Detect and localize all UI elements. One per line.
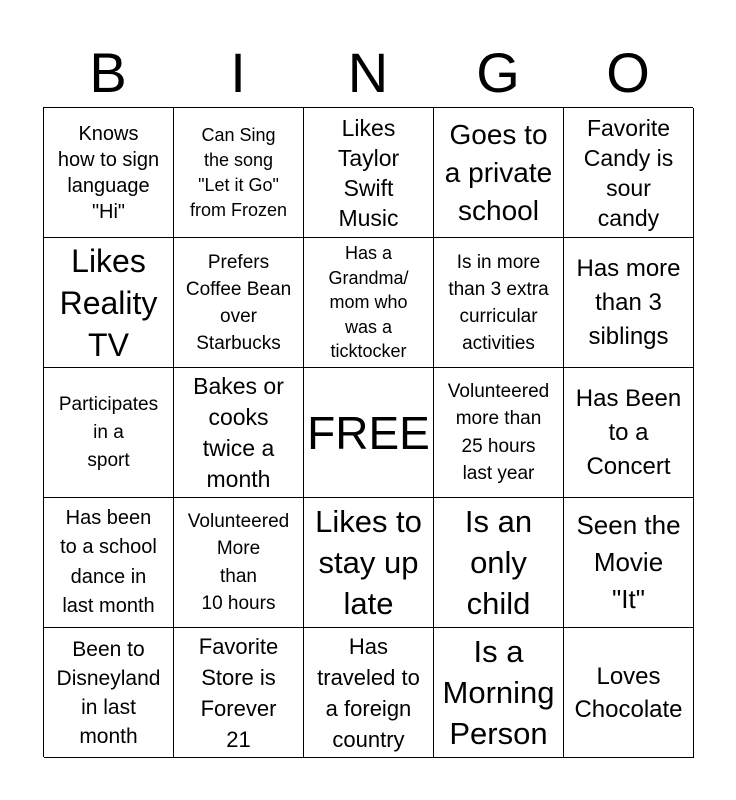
bingo-cell-r3-c2[interactable]	[304, 498, 434, 628]
cell-text: Volunteered more than 25 hours last year	[447, 380, 550, 484]
bingo-cell-r2-c1[interactable]	[174, 368, 304, 498]
cell-text: Is an only child	[464, 504, 533, 621]
cell-text: Has been to a school dance in last month	[60, 506, 157, 617]
bingo-grid	[43, 107, 693, 757]
cell-text: Goes to a private school	[444, 118, 553, 226]
cell-text: Volunteered More than 10 hours	[187, 510, 290, 614]
cell-text: Is a Morning Person	[442, 634, 555, 751]
cell-text: Bakes or cooks twice a month	[193, 372, 284, 492]
bingo-cell-r4-c1[interactable]	[174, 628, 304, 758]
bingo-cell-r0-c2[interactable]	[304, 108, 434, 238]
bingo-cell-r4-c2[interactable]	[304, 628, 434, 758]
bingo-cell-r1-c2[interactable]	[304, 238, 434, 368]
free-space-text: FREE	[307, 406, 430, 459]
cell-text: Has a Grandma/ mom who was a ticktocker	[328, 243, 409, 362]
header-letter-n: N	[347, 41, 389, 104]
bingo-cell-r1-c4[interactable]	[564, 238, 694, 368]
cell-text: Seen the Movie "It"	[576, 510, 681, 614]
cell-text: Likes to stay up late	[315, 504, 422, 621]
bingo-cell-r1-c1[interactable]	[174, 238, 304, 368]
cell-text: Favorite Candy is sour candy	[583, 114, 674, 231]
cell-text: Likes Taylor Swift Music	[337, 114, 400, 231]
cell-text: Has Been to a Concert	[575, 384, 682, 480]
bingo-cell-free[interactable]	[304, 368, 434, 498]
cell-text: Can Sing the song "Let it Go" from Frozen	[189, 124, 288, 220]
cell-text: Knows how to sign language "Hi"	[57, 122, 160, 223]
cell-text: Been to Disneyland in last month	[56, 637, 161, 748]
bingo-cell-r0-c4[interactable]	[564, 108, 694, 238]
cell-text: Is in more than 3 extra curricular activities	[448, 251, 549, 354]
cell-text: Has traveled to a foreign country	[317, 633, 420, 752]
cell-text: Loves Chocolate	[574, 662, 683, 723]
bingo-cell-r0-c1[interactable]	[174, 108, 304, 238]
bingo-cell-r2-c4[interactable]	[564, 368, 694, 498]
header-letter-b: B	[89, 41, 127, 104]
bingo-cell-r3-c4[interactable]	[564, 498, 694, 628]
bingo-cell-r3-c3[interactable]	[434, 498, 564, 628]
bingo-cell-r0-c0[interactable]	[44, 108, 174, 238]
bingo-header	[43, 40, 693, 106]
header-letter-o: O	[606, 41, 650, 104]
bingo-cell-r2-c3[interactable]	[434, 368, 564, 498]
bingo-cell-r4-c4[interactable]	[564, 628, 694, 758]
bingo-cell-r1-c0[interactable]	[44, 238, 174, 368]
cell-text: Participates in a sport	[58, 393, 159, 471]
cell-text: Likes Reality TV	[59, 242, 158, 363]
bingo-cell-r0-c3[interactable]	[434, 108, 564, 238]
cell-text: Prefers Coffee Bean over Starbucks	[185, 251, 292, 354]
bingo-cell-r2-c0[interactable]	[44, 368, 174, 498]
bingo-cell-r3-c0[interactable]	[44, 498, 174, 628]
header-letter-i: I	[230, 41, 246, 104]
cell-text: Has more than 3 siblings	[576, 254, 681, 350]
bingo-cell-r3-c1[interactable]	[174, 498, 304, 628]
bingo-cell-r4-c3[interactable]	[434, 628, 564, 758]
bingo-cell-r1-c3[interactable]	[434, 238, 564, 368]
cell-text: Favorite Store is Forever 21	[198, 633, 279, 752]
header-letter-g: G	[476, 41, 520, 104]
bingo-cell-r4-c0[interactable]	[44, 628, 174, 758]
